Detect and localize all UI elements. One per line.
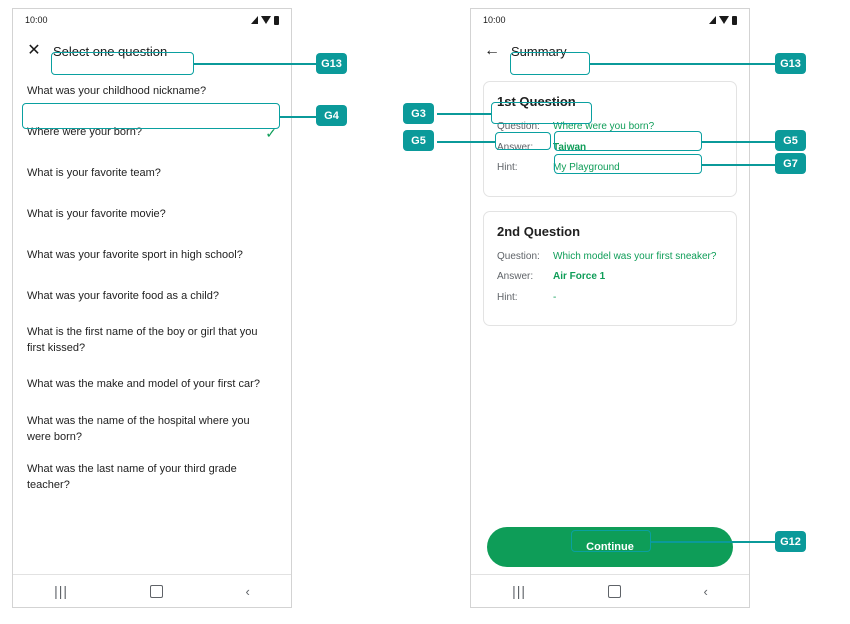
- annotation-tag-g3: G3: [403, 103, 434, 124]
- annotation-leader-g12: [651, 541, 775, 543]
- question-text: What is your favorite movie?: [27, 207, 166, 220]
- page-title: Summary: [511, 43, 567, 59]
- annotation-tag-g7: G7: [775, 153, 806, 174]
- system-navbar-left: [13, 574, 291, 607]
- row-value: Where were you born?: [553, 121, 655, 132]
- list-item[interactable]: [13, 276, 291, 317]
- row-label: Answer:: [497, 141, 534, 153]
- list-item[interactable]: [13, 153, 291, 194]
- wifi-icon: [261, 16, 271, 24]
- list-item[interactable]: [13, 235, 291, 276]
- row-label: Answer:: [497, 271, 534, 282]
- battery-icon: [274, 16, 279, 25]
- annotation-leader-g3: [437, 113, 491, 115]
- signal-icon: [251, 16, 258, 24]
- summary-body: [471, 71, 749, 326]
- battery-icon: [732, 16, 737, 25]
- card-row-hint: [497, 161, 723, 175]
- question-text: What was your childhood nickname?: [27, 84, 207, 97]
- card-title: 1st Question: [497, 94, 576, 109]
- system-navbar-right: [471, 574, 749, 607]
- status-bar-right: [471, 9, 749, 31]
- question-text: What was the last name of your third grade teacher?: [27, 462, 237, 491]
- card-title: 2nd Question: [497, 223, 581, 239]
- annotation-tag-g5-left: G5: [403, 130, 434, 151]
- row-value: -: [553, 291, 557, 303]
- row-value: My Playground: [553, 162, 620, 173]
- card-row-answer: [497, 270, 723, 284]
- appbar-select-question: [13, 31, 291, 71]
- row-label: Question:: [497, 250, 540, 262]
- row-label: Hint:: [497, 162, 518, 173]
- continue-button-container: [471, 527, 749, 567]
- list-item[interactable]: [13, 194, 291, 235]
- question-text: What was your favorite food as a child?: [27, 289, 219, 302]
- status-bar-left: [13, 9, 291, 31]
- question-text: Where were your born?: [27, 125, 142, 138]
- card-row-question: [497, 250, 723, 264]
- check-icon: ✓: [265, 124, 277, 141]
- recents-button[interactable]: |||: [512, 583, 527, 599]
- question-text: What was your favorite sport in high school?: [27, 248, 243, 261]
- home-button[interactable]: [608, 585, 621, 598]
- list-item[interactable]: [13, 406, 291, 454]
- wifi-icon: [719, 16, 729, 24]
- annotation-leader-g4: [280, 116, 316, 118]
- card-row-hint: [497, 291, 723, 305]
- question-text: What is the first name of the boy or girl that you first kissed?: [27, 326, 258, 354]
- card-row-question: [497, 120, 723, 134]
- status-icons: [709, 16, 737, 25]
- status-time: 10:00: [25, 15, 48, 25]
- annotation-leader-g5-left: [437, 141, 495, 143]
- list-item[interactable]: [13, 112, 291, 153]
- status-icons: [251, 16, 279, 25]
- annotation-leader-g13-right: [590, 63, 775, 65]
- list-item[interactable]: [13, 365, 291, 406]
- question-text: What was the name of the hospital where you were born?: [27, 414, 250, 443]
- status-time: 10:00: [483, 15, 506, 25]
- question-card-2: [483, 211, 737, 327]
- page-title: Select one question: [53, 43, 168, 59]
- annotation-tag-g12: G12: [775, 531, 806, 552]
- row-label: Question:: [497, 121, 540, 132]
- row-value: Air Force 1: [553, 271, 606, 282]
- annotation-leader-g7: [702, 164, 775, 166]
- phone-frame-summary: [470, 8, 750, 608]
- back-button[interactable]: ‹: [703, 583, 708, 599]
- question-text: What was the make and model of your first car?: [27, 378, 260, 391]
- recents-button[interactable]: |||: [54, 583, 69, 599]
- list-item[interactable]: [13, 71, 291, 112]
- annotation-tag-g13-right: G13: [775, 53, 806, 74]
- row-value: Taiwan: [553, 141, 587, 153]
- question-text: What is your favorite team?: [27, 166, 161, 179]
- annotation-leader-g13-left: [194, 63, 316, 65]
- row-value: Which model was your first sneaker?: [553, 250, 717, 262]
- question-list: [13, 71, 291, 502]
- row-label: Hint:: [497, 291, 518, 303]
- annotation-tag-g5-right: G5: [775, 130, 806, 151]
- list-item[interactable]: [13, 317, 291, 365]
- continue-button[interactable]: Continue: [487, 527, 733, 567]
- back-arrow-icon[interactable]: ←: [484, 42, 500, 59]
- annotation-leader-g5-right: [702, 141, 775, 143]
- appbar-summary: [471, 31, 749, 71]
- close-icon[interactable]: ✕: [27, 42, 41, 59]
- back-button[interactable]: ‹: [245, 583, 250, 599]
- signal-icon: [709, 16, 716, 24]
- home-button[interactable]: [150, 585, 163, 598]
- annotation-tag-g13-left: G13: [316, 53, 347, 74]
- card-row-answer: [497, 141, 723, 155]
- annotation-tag-g4: G4: [316, 105, 347, 126]
- question-card-1: [483, 81, 737, 197]
- list-item[interactable]: [13, 454, 291, 502]
- phone-frame-select-question: [12, 8, 292, 608]
